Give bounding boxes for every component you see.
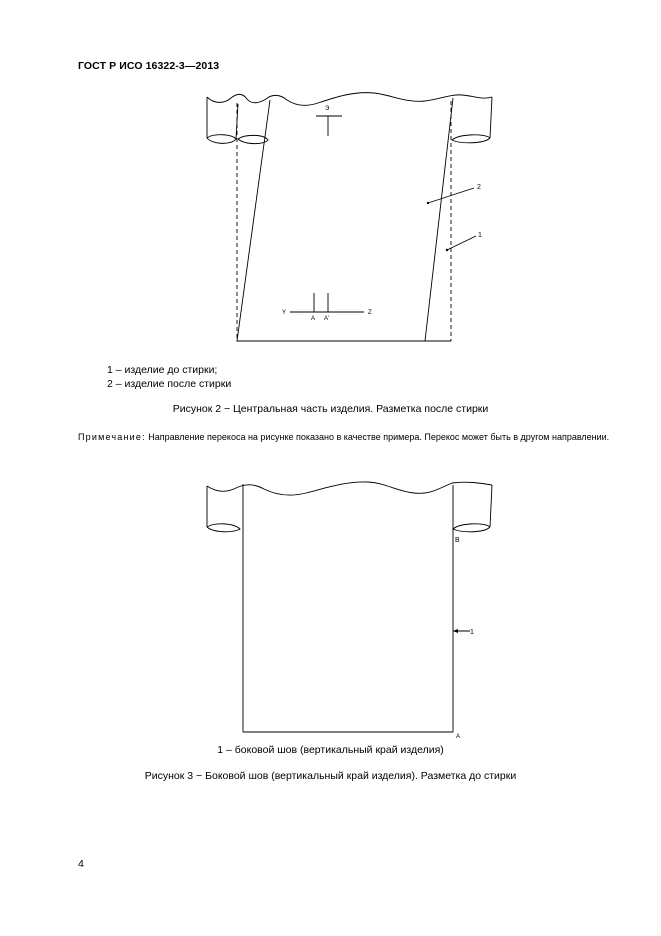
page-number: 4 [78, 858, 84, 870]
right-sleeve-3 [453, 485, 492, 532]
left-sleeve-3 [207, 486, 240, 532]
figure-2-legend-1: 1 – изделие до стирки; [107, 364, 218, 376]
figure-2-legend-2: 2 – изделие после стирки [107, 378, 232, 390]
figure-2-caption: Рисунок 2 − Центральная часть изделия. Разметка после стирки [172, 403, 489, 415]
label-1-fig3: 1 [470, 629, 474, 636]
axis-label-right: Z [368, 310, 372, 316]
figure-3-caption: Рисунок 3 − Боковой шов (вертикальный край изделия). Разметка до стирки [144, 770, 517, 782]
side-seam-arrow [453, 629, 458, 633]
axis-point-a-prime: A' [324, 316, 330, 322]
note-text: Направление перекоса на рисунке показано в качестве примера. Перекос может быть в другом направлении. [145, 432, 610, 442]
axis-point-a: A [311, 316, 316, 322]
label-1: 1 [478, 232, 482, 239]
axis-label-left: Y [282, 310, 287, 316]
document-header: ГОСТ Р ИСО 16322-3—2013 [78, 60, 220, 72]
figure-3-legend: 1 – боковой шов (вертикальный край изделия) [217, 744, 444, 756]
garment-top-wave-3 [207, 482, 492, 495]
point-a-fig3: A [456, 734, 461, 740]
note-label: Примечание: [78, 432, 146, 442]
marker-top-label: Э [325, 106, 330, 112]
point-b: B [455, 537, 460, 544]
label-2: 2 [477, 184, 481, 191]
